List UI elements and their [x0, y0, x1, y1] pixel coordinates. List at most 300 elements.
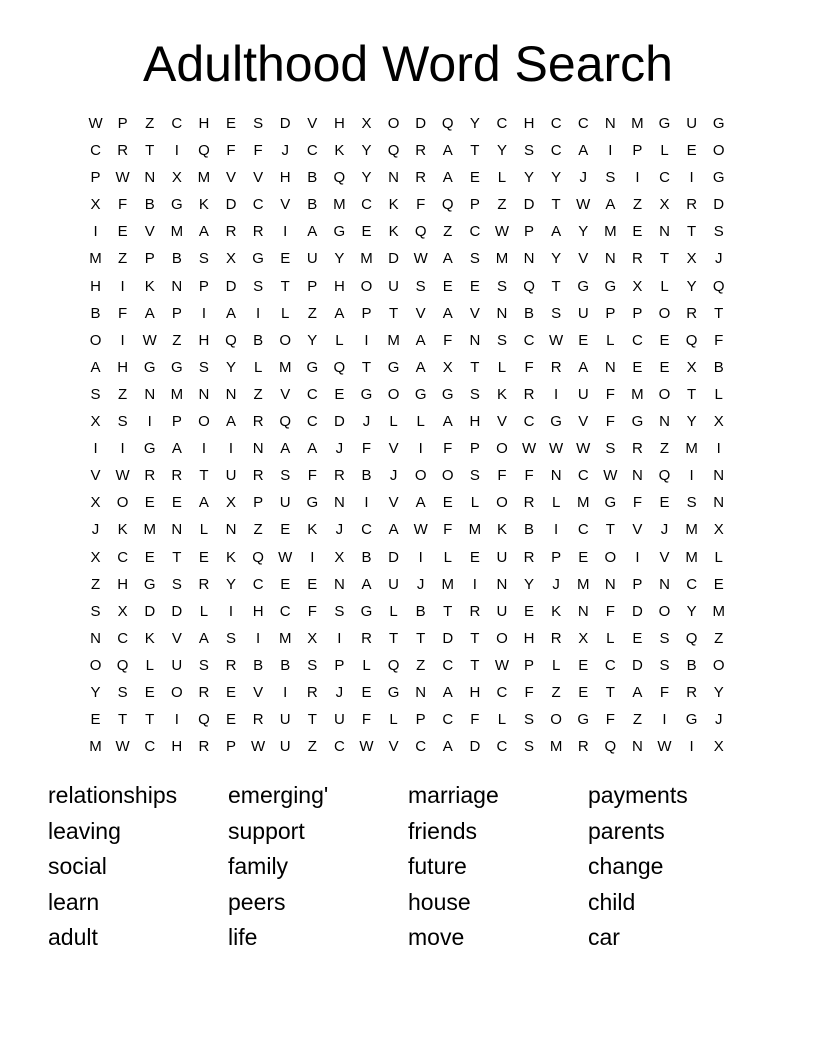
grid-letter[interactable]: G: [333, 223, 346, 241]
grid-letter[interactable]: R: [171, 467, 183, 485]
grid-letter[interactable]: K: [144, 277, 155, 295]
grid-letter[interactable]: V: [659, 548, 670, 566]
grid-letter[interactable]: J: [714, 711, 723, 729]
grid-letter[interactable]: I: [418, 548, 423, 566]
grid-letter[interactable]: I: [283, 683, 288, 701]
grid-letter[interactable]: G: [306, 358, 319, 376]
grid-letter[interactable]: R: [198, 575, 210, 593]
grid-letter[interactable]: G: [414, 385, 427, 403]
grid-letter[interactable]: N: [550, 467, 562, 485]
grid-letter[interactable]: G: [360, 385, 373, 403]
grid-letter[interactable]: C: [577, 115, 589, 132]
grid-letter[interactable]: N: [604, 250, 616, 268]
grid-letter[interactable]: P: [524, 656, 535, 674]
grid-letter[interactable]: G: [360, 602, 373, 620]
grid-letter[interactable]: I: [472, 575, 477, 593]
grid-letter[interactable]: G: [712, 115, 725, 132]
grid-letter[interactable]: E: [334, 385, 345, 403]
grid-letter[interactable]: K: [551, 602, 562, 620]
grid-letter[interactable]: U: [333, 711, 345, 729]
grid-letter[interactable]: Y: [226, 358, 237, 376]
grid-letter[interactable]: A: [361, 575, 372, 593]
grid-letter[interactable]: A: [415, 494, 426, 512]
grid-letter[interactable]: A: [307, 440, 318, 458]
grid-letter[interactable]: Y: [90, 683, 101, 701]
grid-letter[interactable]: R: [198, 683, 210, 701]
grid-letter[interactable]: L: [389, 602, 398, 620]
grid-letter[interactable]: M: [685, 440, 698, 458]
grid-letter[interactable]: E: [144, 548, 155, 566]
grid-letter[interactable]: O: [496, 440, 508, 458]
grid-letter[interactable]: R: [550, 629, 562, 647]
grid-letter[interactable]: G: [550, 413, 562, 431]
grid-letter[interactable]: I: [147, 413, 152, 431]
grid-letter[interactable]: R: [361, 629, 372, 647]
grid-letter[interactable]: E: [578, 331, 589, 349]
grid-letter[interactable]: A: [226, 304, 237, 322]
grid-letter[interactable]: E: [469, 277, 480, 295]
grid-letter[interactable]: Y: [551, 250, 562, 268]
grid-letter[interactable]: X: [659, 196, 670, 214]
grid-letter[interactable]: T: [199, 467, 209, 485]
grid-letter[interactable]: C: [306, 142, 318, 160]
grid-letter[interactable]: N: [171, 277, 183, 295]
grid-letter[interactable]: V: [280, 385, 291, 403]
grid-letter[interactable]: G: [631, 413, 644, 431]
grid-letter[interactable]: K: [226, 548, 237, 566]
grid-letter[interactable]: R: [306, 683, 318, 701]
grid-letter[interactable]: I: [689, 738, 694, 756]
grid-letter[interactable]: X: [117, 602, 128, 620]
grid-letter[interactable]: D: [415, 115, 427, 132]
grid-letter[interactable]: E: [90, 711, 101, 729]
grid-letter[interactable]: Y: [578, 223, 589, 241]
grid-letter[interactable]: Z: [632, 711, 642, 729]
grid-letter[interactable]: B: [524, 521, 535, 539]
grid-letter[interactable]: E: [307, 575, 318, 593]
grid-letter[interactable]: F: [605, 385, 615, 403]
grid-letter[interactable]: N: [144, 385, 156, 403]
grid-letter[interactable]: I: [554, 385, 559, 403]
grid-letter[interactable]: Z: [443, 223, 453, 241]
grid-letter[interactable]: V: [171, 629, 182, 647]
grid-letter[interactable]: B: [307, 196, 318, 214]
grid-letter[interactable]: P: [605, 304, 616, 322]
grid-letter[interactable]: E: [280, 575, 291, 593]
grid-letter[interactable]: T: [470, 629, 480, 647]
grid-letter[interactable]: E: [442, 494, 453, 512]
grid-letter[interactable]: X: [334, 548, 345, 566]
grid-letter[interactable]: C: [144, 738, 156, 756]
grid-letter[interactable]: V: [144, 223, 155, 241]
grid-letter[interactable]: U: [577, 385, 589, 403]
grid-letter[interactable]: C: [523, 413, 535, 431]
grid-letter[interactable]: H: [171, 738, 183, 756]
grid-letter[interactable]: A: [415, 331, 426, 349]
grid-letter[interactable]: N: [496, 575, 508, 593]
grid-letter[interactable]: R: [252, 467, 264, 485]
grid-letter[interactable]: N: [496, 304, 508, 322]
grid-letter[interactable]: R: [198, 738, 210, 756]
grid-letter[interactable]: V: [578, 250, 589, 268]
grid-letter[interactable]: L: [470, 494, 480, 512]
grid-letter[interactable]: E: [144, 683, 155, 701]
grid-letter[interactable]: K: [496, 521, 507, 539]
grid-letter[interactable]: C: [550, 142, 562, 160]
grid-letter[interactable]: M: [631, 115, 644, 132]
grid-letter[interactable]: R: [252, 223, 264, 241]
grid-letter[interactable]: S: [469, 250, 480, 268]
grid-letter[interactable]: A: [442, 683, 453, 701]
grid-letter[interactable]: I: [337, 629, 342, 647]
grid-letter[interactable]: X: [90, 196, 101, 214]
grid-letter[interactable]: L: [145, 656, 154, 674]
grid-letter[interactable]: M: [495, 250, 509, 268]
grid-letter[interactable]: R: [686, 196, 698, 214]
grid-letter[interactable]: F: [524, 683, 534, 701]
grid-letter[interactable]: Y: [686, 413, 697, 431]
grid-letter[interactable]: Q: [685, 629, 698, 647]
grid-letter[interactable]: X: [713, 738, 724, 756]
grid-letter[interactable]: L: [660, 142, 669, 160]
grid-letter[interactable]: N: [252, 440, 264, 458]
grid-letter[interactable]: W: [521, 440, 537, 458]
grid-letter[interactable]: S: [551, 304, 562, 322]
grid-letter[interactable]: M: [170, 223, 184, 241]
grid-letter[interactable]: E: [686, 142, 697, 160]
grid-letter[interactable]: E: [226, 683, 237, 701]
grid-letter[interactable]: O: [441, 467, 454, 485]
grid-letter[interactable]: X: [713, 413, 724, 431]
grid-letter[interactable]: F: [470, 711, 480, 729]
grid-letter[interactable]: B: [171, 250, 182, 268]
grid-letter[interactable]: W: [142, 331, 157, 349]
grid-letter[interactable]: C: [333, 738, 345, 756]
grid-letter[interactable]: G: [712, 169, 725, 187]
grid-letter[interactable]: S: [253, 277, 264, 295]
grid-letter[interactable]: M: [333, 196, 346, 214]
grid-letter[interactable]: W: [278, 548, 293, 566]
grid-letter[interactable]: E: [171, 494, 182, 512]
grid-letter[interactable]: R: [523, 385, 535, 403]
grid-letter[interactable]: P: [551, 548, 562, 566]
grid-letter[interactable]: F: [416, 196, 426, 214]
grid-letter[interactable]: T: [388, 304, 399, 322]
grid-letter[interactable]: A: [578, 142, 589, 160]
grid-letter[interactable]: S: [280, 467, 291, 485]
grid-letter[interactable]: B: [361, 548, 372, 566]
grid-letter[interactable]: Z: [416, 656, 426, 674]
grid-letter[interactable]: H: [198, 115, 210, 132]
grid-letter[interactable]: M: [576, 494, 590, 512]
grid-letter[interactable]: L: [335, 331, 344, 349]
grid-letter[interactable]: O: [658, 602, 671, 620]
grid-letter[interactable]: U: [388, 277, 399, 295]
grid-letter[interactable]: B: [90, 304, 101, 322]
grid-letter[interactable]: Z: [632, 196, 642, 214]
grid-letter[interactable]: G: [441, 385, 454, 403]
grid-letter[interactable]: N: [333, 494, 345, 512]
grid-letter[interactable]: C: [306, 385, 318, 403]
grid-letter[interactable]: E: [144, 494, 155, 512]
grid-letter[interactable]: X: [361, 115, 372, 132]
grid-letter[interactable]: F: [605, 711, 615, 729]
grid-letter[interactable]: L: [416, 413, 425, 431]
grid-letter[interactable]: T: [551, 196, 561, 214]
grid-letter[interactable]: H: [523, 629, 535, 647]
grid-letter[interactable]: I: [120, 331, 125, 349]
grid-letter[interactable]: J: [416, 575, 425, 593]
grid-letter[interactable]: R: [333, 467, 345, 485]
grid-letter[interactable]: T: [145, 711, 155, 729]
grid-letter[interactable]: G: [306, 494, 319, 512]
grid-letter[interactable]: T: [687, 223, 697, 241]
grid-letter[interactable]: F: [307, 602, 317, 620]
grid-letter[interactable]: V: [388, 738, 399, 756]
grid-letter[interactable]: E: [198, 548, 209, 566]
grid-letter[interactable]: N: [415, 683, 427, 701]
grid-letter[interactable]: A: [551, 223, 562, 241]
grid-letter[interactable]: F: [361, 711, 372, 729]
grid-letter[interactable]: M: [576, 575, 590, 593]
grid-letter[interactable]: L: [551, 494, 561, 512]
grid-letter[interactable]: A: [415, 358, 426, 376]
grid-letter[interactable]: I: [120, 440, 125, 458]
grid-letter[interactable]: P: [469, 440, 480, 458]
grid-letter[interactable]: C: [361, 196, 372, 214]
grid-letter[interactable]: D: [144, 602, 156, 620]
grid-letter[interactable]: G: [387, 358, 400, 376]
grid-letter[interactable]: H: [198, 331, 210, 349]
grid-letter[interactable]: E: [280, 250, 291, 268]
grid-letter[interactable]: M: [360, 250, 373, 268]
grid-letter[interactable]: S: [117, 413, 128, 431]
grid-letter[interactable]: C: [171, 115, 183, 132]
grid-letter[interactable]: U: [171, 656, 183, 674]
grid-letter[interactable]: T: [687, 385, 697, 403]
grid-letter[interactable]: J: [335, 521, 344, 539]
grid-letter[interactable]: S: [307, 656, 318, 674]
grid-letter[interactable]: X: [307, 629, 318, 647]
grid-letter[interactable]: M: [89, 250, 102, 268]
grid-letter[interactable]: O: [658, 385, 671, 403]
grid-letter[interactable]: B: [253, 331, 264, 349]
grid-letter[interactable]: H: [279, 169, 291, 187]
grid-letter[interactable]: Q: [387, 656, 400, 674]
grid-letter[interactable]: X: [90, 494, 101, 512]
grid-letter[interactable]: R: [225, 223, 237, 241]
grid-letter[interactable]: Q: [658, 467, 671, 485]
grid-letter[interactable]: R: [550, 358, 562, 376]
grid-letter[interactable]: N: [604, 358, 616, 376]
grid-letter[interactable]: U: [279, 494, 291, 512]
grid-letter[interactable]: C: [686, 575, 698, 593]
grid-letter[interactable]: L: [362, 656, 371, 674]
grid-letter[interactable]: V: [307, 115, 318, 132]
grid-letter[interactable]: S: [713, 223, 724, 241]
grid-letter[interactable]: I: [635, 548, 640, 566]
grid-letter[interactable]: I: [364, 331, 369, 349]
grid-letter[interactable]: C: [632, 331, 643, 349]
grid-letter[interactable]: C: [252, 575, 264, 593]
grid-letter[interactable]: N: [632, 738, 643, 756]
grid-letter[interactable]: Y: [551, 169, 562, 187]
grid-letter[interactable]: F: [659, 683, 670, 701]
grid-letter[interactable]: C: [550, 115, 562, 132]
grid-letter[interactable]: T: [172, 548, 182, 566]
grid-letter[interactable]: Z: [118, 250, 128, 268]
grid-letter[interactable]: M: [89, 738, 102, 756]
grid-letter[interactable]: F: [307, 467, 317, 485]
grid-letter[interactable]: O: [170, 683, 183, 701]
grid-letter[interactable]: E: [524, 602, 535, 620]
grid-letter[interactable]: K: [117, 521, 128, 539]
grid-letter[interactable]: J: [552, 575, 560, 593]
grid-letter[interactable]: S: [253, 115, 264, 132]
grid-letter[interactable]: W: [657, 738, 672, 756]
grid-letter[interactable]: O: [550, 711, 562, 729]
grid-letter[interactable]: S: [90, 385, 101, 403]
grid-letter[interactable]: A: [144, 304, 155, 322]
grid-letter[interactable]: C: [577, 467, 589, 485]
grid-letter[interactable]: I: [689, 169, 694, 187]
grid-letter[interactable]: V: [415, 304, 426, 322]
grid-letter[interactable]: U: [577, 304, 589, 322]
grid-letter[interactable]: Z: [90, 575, 101, 593]
grid-letter[interactable]: V: [90, 467, 101, 485]
grid-letter[interactable]: I: [120, 277, 125, 295]
grid-letter[interactable]: W: [359, 738, 374, 756]
grid-letter[interactable]: E: [117, 223, 128, 241]
grid-letter[interactable]: Q: [198, 711, 210, 729]
grid-letter[interactable]: E: [632, 358, 643, 376]
grid-letter[interactable]: I: [418, 440, 423, 458]
grid-letter[interactable]: Q: [225, 331, 237, 349]
grid-letter[interactable]: S: [198, 358, 209, 376]
grid-letter[interactable]: R: [632, 440, 643, 458]
grid-letter[interactable]: S: [659, 629, 670, 647]
grid-letter[interactable]: C: [577, 521, 589, 539]
grid-letter[interactable]: B: [280, 656, 291, 674]
grid-letter[interactable]: F: [632, 494, 642, 512]
grid-letter[interactable]: X: [226, 250, 237, 268]
grid-letter[interactable]: M: [604, 223, 617, 241]
grid-letter[interactable]: C: [117, 548, 129, 566]
grid-letter[interactable]: O: [279, 331, 292, 349]
grid-letter[interactable]: Q: [441, 196, 454, 214]
grid-letter[interactable]: O: [496, 629, 508, 647]
grid-letter[interactable]: Y: [686, 277, 697, 295]
grid-letter[interactable]: Y: [361, 142, 372, 160]
grid-letter[interactable]: J: [335, 440, 344, 458]
grid-letter[interactable]: C: [252, 196, 264, 214]
grid-letter[interactable]: T: [605, 683, 615, 701]
grid-letter[interactable]: A: [442, 738, 453, 756]
grid-letter[interactable]: P: [307, 277, 318, 295]
grid-letter[interactable]: J: [714, 250, 723, 268]
grid-letter[interactable]: E: [469, 169, 480, 187]
grid-letter[interactable]: N: [659, 413, 670, 431]
grid-letter[interactable]: N: [659, 575, 670, 593]
grid-letter[interactable]: G: [685, 711, 698, 729]
grid-letter[interactable]: H: [469, 413, 481, 431]
grid-letter[interactable]: V: [578, 413, 589, 431]
grid-letter[interactable]: B: [686, 656, 697, 674]
grid-letter[interactable]: R: [523, 548, 535, 566]
grid-letter[interactable]: Z: [172, 331, 182, 349]
grid-letter[interactable]: D: [388, 548, 399, 566]
grid-letter[interactable]: V: [496, 413, 507, 431]
grid-letter[interactable]: C: [469, 223, 481, 241]
grid-letter[interactable]: S: [605, 440, 616, 458]
grid-letter[interactable]: P: [226, 738, 237, 756]
grid-letter[interactable]: Y: [334, 250, 345, 268]
grid-letter[interactable]: V: [388, 494, 399, 512]
grid-letter[interactable]: U: [306, 250, 318, 268]
grid-letter[interactable]: L: [497, 711, 507, 729]
grid-letter[interactable]: Z: [253, 385, 263, 403]
grid-letter[interactable]: S: [469, 385, 480, 403]
grid-letter[interactable]: X: [171, 169, 182, 187]
grid-letter[interactable]: O: [89, 656, 102, 674]
grid-letter[interactable]: P: [171, 413, 182, 431]
grid-letter[interactable]: I: [93, 223, 98, 241]
grid-letter[interactable]: H: [90, 277, 101, 295]
grid-letter[interactable]: Y: [686, 602, 697, 620]
grid-letter[interactable]: O: [387, 115, 400, 132]
grid-letter[interactable]: P: [524, 223, 535, 241]
grid-letter[interactable]: N: [659, 223, 670, 241]
grid-letter[interactable]: U: [496, 548, 508, 566]
grid-letter[interactable]: I: [635, 169, 640, 187]
grid-letter[interactable]: A: [334, 304, 345, 322]
grid-letter[interactable]: A: [632, 683, 643, 701]
grid-letter[interactable]: J: [281, 142, 289, 160]
grid-letter[interactable]: H: [117, 358, 129, 376]
grid-letter[interactable]: W: [413, 250, 428, 268]
grid-letter[interactable]: F: [361, 440, 372, 458]
grid-letter[interactable]: N: [144, 169, 156, 187]
grid-letter[interactable]: E: [632, 629, 643, 647]
grid-letter[interactable]: E: [659, 358, 670, 376]
grid-letter[interactable]: E: [361, 683, 372, 701]
grid-letter[interactable]: K: [496, 385, 507, 403]
grid-letter[interactable]: V: [632, 521, 643, 539]
grid-letter[interactable]: O: [604, 548, 617, 566]
grid-letter[interactable]: I: [228, 602, 234, 620]
grid-letter[interactable]: G: [170, 196, 183, 214]
grid-letter[interactable]: O: [712, 656, 725, 674]
grid-letter[interactable]: C: [90, 142, 101, 160]
grid-letter[interactable]: J: [579, 169, 587, 187]
grid-letter[interactable]: L: [443, 548, 452, 566]
grid-letter[interactable]: T: [714, 304, 724, 322]
grid-letter[interactable]: Y: [524, 575, 535, 593]
grid-letter[interactable]: T: [443, 602, 453, 620]
grid-letter[interactable]: T: [280, 277, 290, 295]
grid-letter[interactable]: F: [605, 413, 615, 431]
grid-letter[interactable]: K: [388, 223, 399, 241]
grid-letter[interactable]: C: [496, 115, 508, 132]
grid-letter[interactable]: E: [713, 575, 724, 593]
grid-letter[interactable]: Z: [714, 629, 724, 647]
grid-letter[interactable]: T: [659, 250, 670, 268]
grid-letter[interactable]: Y: [307, 331, 318, 349]
grid-letter[interactable]: Q: [414, 223, 427, 241]
grid-letter[interactable]: G: [577, 277, 590, 295]
grid-letter[interactable]: A: [226, 413, 237, 431]
grid-letter[interactable]: E: [469, 548, 480, 566]
